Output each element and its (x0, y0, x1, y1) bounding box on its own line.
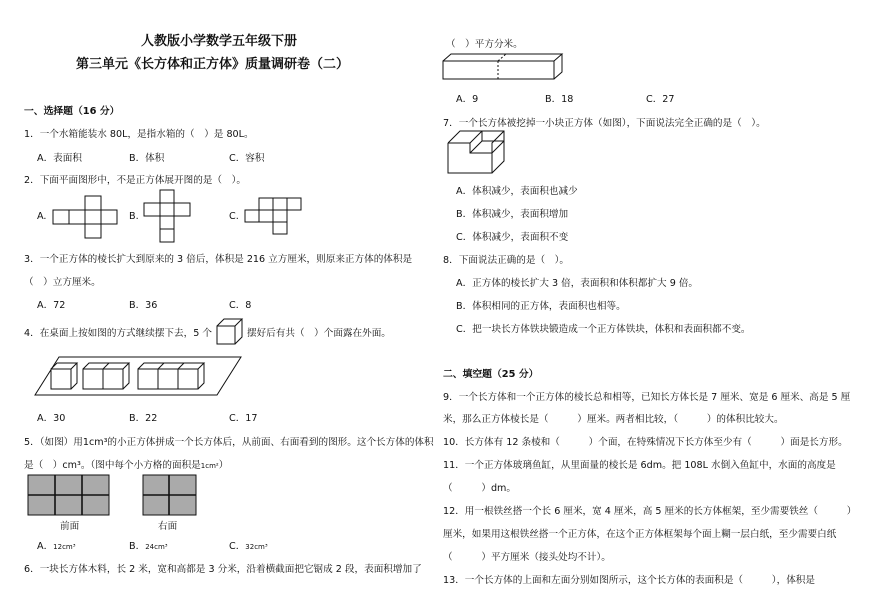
q6-stem-cont: （ ）平方分米。 (446, 39, 523, 50)
q2-option-c: C. (229, 211, 239, 222)
q5-option-b-value: 24cm³ (145, 543, 168, 551)
q8-option-b: B．体积相同的正方体，表面积也相等。 (456, 301, 626, 312)
q4-option-b: B．22 (129, 413, 158, 424)
right-view-figure (142, 474, 198, 516)
q8-option-a: A．正方体的棱长扩大 3 倍，表面积和体积都扩大 9 倍。 (456, 278, 699, 289)
q12-line2: 厘米，如果用这根铁丝搭一个正方体，在这个正方体框架每个面上糊一层白纸，至少需要白纸 (443, 529, 837, 540)
q7-stem: 7．一个长方体被挖掉一小块正方体（如图），下面说法完全正确的是（ ）。 (443, 118, 766, 129)
q5-unit-area: 1cm² (200, 462, 219, 470)
q2-option-b: B. (129, 211, 139, 222)
q4-option-a: A．30 (37, 413, 66, 424)
q1-option-b: B．体积 (129, 153, 165, 164)
cube-icon (215, 318, 245, 346)
q5-option-c-letter: C． (229, 541, 246, 552)
q12-line1: 12．用一根铁丝搭一个长 6 厘米，宽 4 厘米，高 5 厘米的长方体框架，至少需要铁丝（ ） (443, 506, 857, 517)
section-2-heading: 二、填空题（25 分） (443, 369, 539, 380)
q2-option-a: A. (37, 211, 47, 222)
q6-option-a: A．9 (456, 94, 479, 105)
stacked-cubes-figure (33, 355, 243, 397)
q4-stem-a: 4．在桌面上按如图的方式继续摆下去，5 个 (24, 328, 212, 339)
q10-line1: 10．长方体有 12 条棱和（ ）个面，在特殊情况下长方体至少有（ ）面是长方形。 (443, 437, 848, 448)
front-view-figure (27, 474, 111, 516)
q5-stem-cont-c: ） (218, 460, 229, 471)
q7-option-a: A．体积减少，表面积也减少 (456, 186, 578, 197)
q9-line1: 9．一个长方体和一个正方体的棱长总和相等，已知长方体长是 7 厘米、宽是 6 厘米、高是 5 厘 (443, 392, 851, 403)
section-1-heading: 一、选择题（16 分） (24, 106, 120, 117)
q5-stem-cont (24, 457, 228, 471)
q6-option-c: C．27 (646, 94, 675, 105)
q7-option-c: C．体积减少，表面积不变 (456, 232, 569, 243)
q11-line1: 11．一个正方体玻璃鱼缸，从里面量的棱长是 6dm。把 108L 水倒入鱼缸中，水面的高度是 (443, 460, 836, 471)
q1-option-c: C．容积 (229, 153, 265, 164)
net-figure-b (143, 189, 195, 245)
right-view-label: 右面 (158, 521, 178, 532)
q1-stem: 1．一个水箱能装水 80L，是指水箱的（ ）是 80L。 (24, 129, 254, 140)
q5-option-b (129, 538, 168, 552)
long-cuboid-figure (442, 53, 572, 81)
q5-option-a (37, 538, 76, 552)
q12-line3: （ ）平方厘米（接头处均不计）。 (443, 552, 611, 563)
q3-stem: 3．一个正方体的棱长扩大到原来的 3 倍后，体积是 216 立方厘米，则原来正方体的体积是 (24, 254, 413, 265)
q5-option-b-letter: B． (129, 541, 146, 552)
q8-stem: 8．下面说法正确的是（ ）。 (443, 255, 570, 266)
page-subtitle: 第三单元《长方体和正方体》质量调研卷（二） (76, 57, 350, 72)
q1-option-a: A．表面积 (37, 153, 82, 164)
net-figure-a (52, 193, 122, 239)
q5-option-c (229, 538, 268, 552)
page-title: 人教版小学数学五年级下册 (141, 34, 298, 49)
net-figure-c (244, 197, 308, 237)
q8-option-c: C．把一块长方体铁块锻造成一个正方体铁块，体积和表面积都不变。 (456, 324, 751, 335)
q5-option-c-value: 32cm³ (245, 543, 268, 551)
q13-line1: 13．一个长方体的上面和左面分别如图所示，这个长方体的表面积是（ ），体积是 (443, 575, 815, 586)
q2-stem: 2．下面平面图形中，不是正方体展开图的是（ ）。 (24, 175, 246, 186)
q5-stem-cont-a: 是（ ）cm³。（图中每个小方格的面积是 (24, 460, 201, 471)
q3-stem-cont: （ ）立方厘米。 (24, 277, 101, 288)
q11-line2: （ ）dm。 (443, 483, 516, 494)
q4-stem-b: 摆好后有共（ ）个面露在外面。 (247, 328, 391, 339)
q6-stem: 6．一块长方体木料，长 2 米，宽和高都是 3 分米，沿着横截面把它锯成 2 段，表面积增加了 (24, 564, 422, 575)
q6-option-b: B．18 (545, 94, 574, 105)
q3-option-a: A．72 (37, 300, 66, 311)
q5-stem: 5．（如图）用1cm³的小正方体拼成一个长方体后，从前面、右面看到的图形。这个长方体的体积 (24, 437, 434, 448)
q3-option-b: B．36 (129, 300, 158, 311)
q5-option-a-letter: A． (37, 541, 54, 552)
q4-option-c: C．17 (229, 413, 258, 424)
q9-line2: 米，那么正方体棱长是（ ）厘米。两者相比较，（ ）的体积比较大。 (443, 414, 784, 425)
q7-option-b: B．体积减少，表面积增加 (456, 209, 569, 220)
q5-option-a-value: 12cm³ (53, 543, 76, 551)
front-view-label: 前面 (60, 521, 80, 532)
q3-option-c: C．8 (229, 300, 252, 311)
cuboid-with-cut-figure (446, 129, 508, 175)
